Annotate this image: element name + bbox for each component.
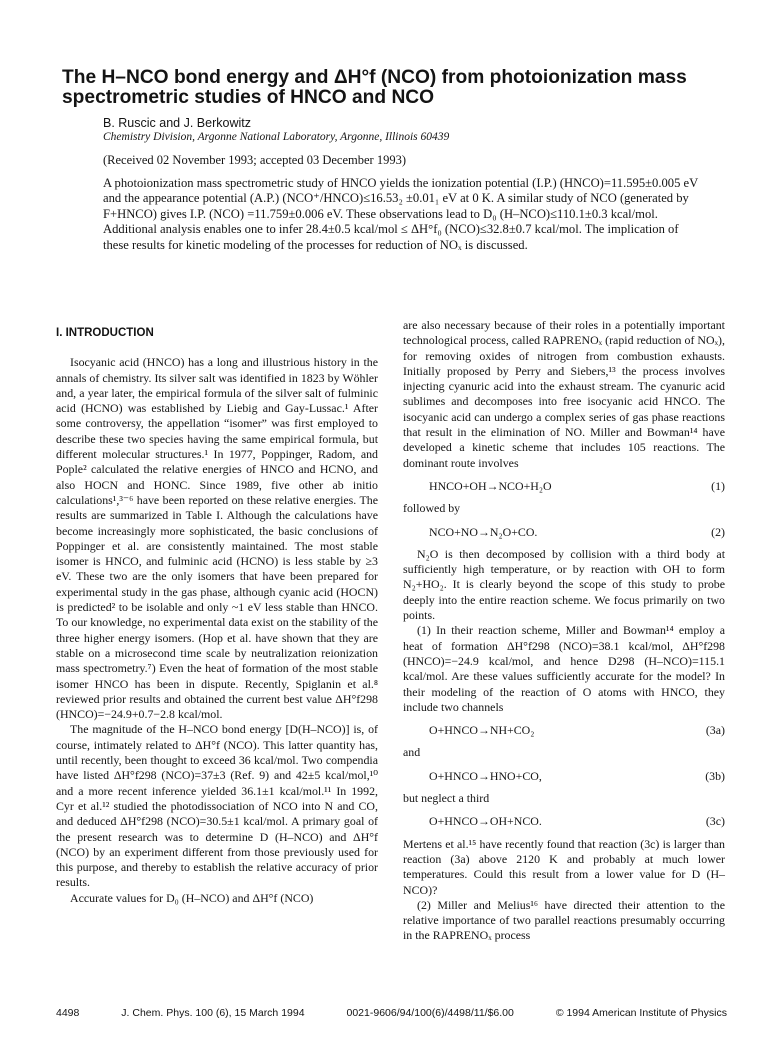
affiliation: Chemistry Division, Argonne National Laboratory, Argonne, Illinois 60439	[103, 131, 450, 143]
page-footer	[56, 1007, 727, 1019]
equation-3b-number: (3b)	[705, 768, 725, 783]
intro-paragraph-3: Accurate values for D₀ (H–NCO) and ΔH°f (NCO)	[70, 890, 314, 905]
followed-by-text: followed by	[403, 501, 461, 516]
equation-1	[403, 479, 725, 494]
equation-3a	[403, 723, 725, 738]
equation-2-text: NCO+NO→N₂O+CO.	[429, 524, 538, 539]
right-paragraph-1: are also necessary because of their roles in a potentially important technological process, called RAPRENOₓ (rapid reduction of NOₓ), for removing oxides of nitrogen from combustion exhausts. Initially proposed by Perry and Siebers,¹³ the process involves injecting cyanuric acid into the exhaust stream. The cyanuric acid sublimes and decomposes into free isocyanic acid HNCO. The isocyanic acid can undergo a complex series of gas phase reactions that result in the elimination of NO. Miller and Bowman¹⁴ have developed a kinetic scheme that includes 105 reactions. The dominant route involves	[403, 318, 725, 470]
equation-3b-text: O+HNCO→HNO+CO,	[429, 768, 542, 783]
section-heading: I. INTRODUCTION	[56, 327, 154, 339]
right-column	[403, 318, 725, 944]
equation-3c-text: O+HNCO→OH+NCO.	[429, 814, 542, 829]
neglect-text: but neglect a third	[403, 791, 490, 806]
copyright: © 1994 American Institute of Physics	[555, 1007, 727, 1019]
right-paragraph-4: Mertens et al.¹⁵ have recently found that reaction (3c) is larger than reaction (3a) above 2120 K and probably at much lower temperatures. Could this result from a lower value for D (H–NCO)?	[403, 836, 725, 897]
received-dates: (Received 02 November 1993; accepted 03 December 1993)	[103, 153, 407, 167]
intro-paragraph-2: The magnitude of the H–NCO bond energy [D(H–NCO)] is, of course, intimately related to ΔH°f (NCO). This latter quantity has, until recently, been thought to exceed 36 kcal/mol. Two compendia have listed ΔH°f298 (NCO)=37±3 (Ref. 9) and 42±5 kcal/mol,¹⁰ and a more recent inference yielded 36.1±1 kcal/mol.¹¹ In 1992, Cyr et al.¹² studied the photodissociation of NCO into N and CO, and deduced ΔH°f298 (NCO)=30.5±1 kcal/mol. A primary goal of the present research was to determine D (H–NCO) and ΔH°f (NCO) by an experiment different from those previously used for this purpose, and thereby to establish the relative accuracy of prior results.	[56, 722, 378, 890]
equation-2	[403, 525, 725, 540]
equation-2-number: (2)	[711, 524, 725, 539]
article-code: 0021-9606/94/100(6)/4498/11/$6.00	[346, 1007, 514, 1019]
equation-3a-number: (3a)	[705, 723, 725, 738]
abstract-text: A photoionization mass spectrometric study of HNCO yields the ionization potential (I.P.) (HNCO)=11.595±0.005 eV and the appearance potential (A.P.) (NCO⁺/HNCO)≤16.53₂ ±0.01₁ eV at 0 K. A similar study of NCO (generated by F+HNCO) gives I.P. (NCO) =11.759±0.006 eV. These observations lead to D₀ (H–NCO)≤110.1±0.3 kcal/mol. Additional analysis enables one to infer 28.4±0.5 kcal/mol ≤ ΔH°f₀ (NCO)≤32.8±0.7 kcal/mol. The implication of these results for kinetic modeling of the processes for reduction of NOₓ is discussed.	[103, 176, 698, 252]
right-paragraph-2: N₂O is then decomposed by collision with a third body at sufficiently high temperature, or by reaction with OH to form N₂+HO₂. It is clearly beyond the scope of this study to probe deeply into the entire reaction scheme. We focus primarily on two points.	[403, 546, 725, 623]
abstract	[103, 176, 703, 253]
equation-3c-number: (3c)	[705, 814, 725, 829]
equation-1-number: (1)	[711, 478, 725, 493]
intro-paragraph-1: Isocyanic acid (HNCO) has a long and illustrious history in the annals of chemistry. Its silver salt was identified in 1823 by Wöhler and, a year later, the empirical formula of the silver salt of fulminic acid (HCNO) was established by Liebig and Gay-Lussac.¹ After some controversy, the appellation “isomer” was first employed to describe these two species having the same empirical formula, but different molecular structures.¹ In 1977, Poppinger, Radom, and Pople² calculated the relative energies of HNCO and HCNO, and also HOCN and HONC. Since 1989, five other ab initio calculations¹,³⁻⁶ have been reported on these relative energies. The results are summarized in Table I. Although the calculations have become increasingly more sophisticated, the basic conclusions of Poppinger et al. are consistently maintained. The most stable isomer is HNCO, and fulminic acid (HCNO) is less stable by ≥3 eV. These two are the only isomers that have been prepared for experimental study in the gas phase, although cyanic acid (HOCN) is predicted² to be isolable and only ~1 eV less stable than HNCO. To our knowledge, no experimental data exist on the stability of the three higher energy isomers. (Hop et al. have shown that they are stable on a microsecond time scale by neutralization reionization mass spectrometry.⁷) Even the heat of formation of the most stable isomer HNCO has been in dispute. Recently, Spiglanin et al.⁸ reviewed prior results and obtained the current best value ΔH°f298 (HNCO)=−24.9+0.7−2.8 kcal/mol.	[56, 355, 378, 722]
equation-3a-text: O+HNCO→NH+CO₂	[429, 723, 535, 738]
right-paragraph-3: (1) In their reaction scheme, Miller and Bowman¹⁴ employ a heat of formation ΔH°f298 (NCO)=38.1 kcal/mol, ΔH°f298 (HNCO)=−24.9 kcal/mol, and hence D298 (H–NCO)=115.1 kcal/mol. Are these values sufficiently accurate for the model? In their modeling of the reaction of O atoms with HNCO, they include two channels	[403, 623, 725, 714]
journal-citation: J. Chem. Phys. 100 (6), 15 March 1994	[121, 1007, 305, 1019]
right-paragraph-5: (2) Miller and Melius¹⁶ have directed their attention to the relative importance of two parallel reactions presumably occurring in the RAPRENOₓ process	[403, 897, 725, 943]
left-column	[56, 318, 378, 906]
equation-3c	[403, 814, 725, 829]
equation-1-text: HNCO+OH→NCO+H₂O	[429, 478, 552, 493]
paper-title: The H–NCO bond energy and ΔH°f (NCO) from photoionization mass spectrometric studies of HNCO and NCO	[62, 67, 687, 108]
page-number: 4498	[56, 1007, 80, 1019]
authors: B. Ruscic and J. Berkowitz	[103, 116, 251, 130]
equation-3b	[403, 769, 725, 784]
and-text: and	[403, 745, 421, 760]
